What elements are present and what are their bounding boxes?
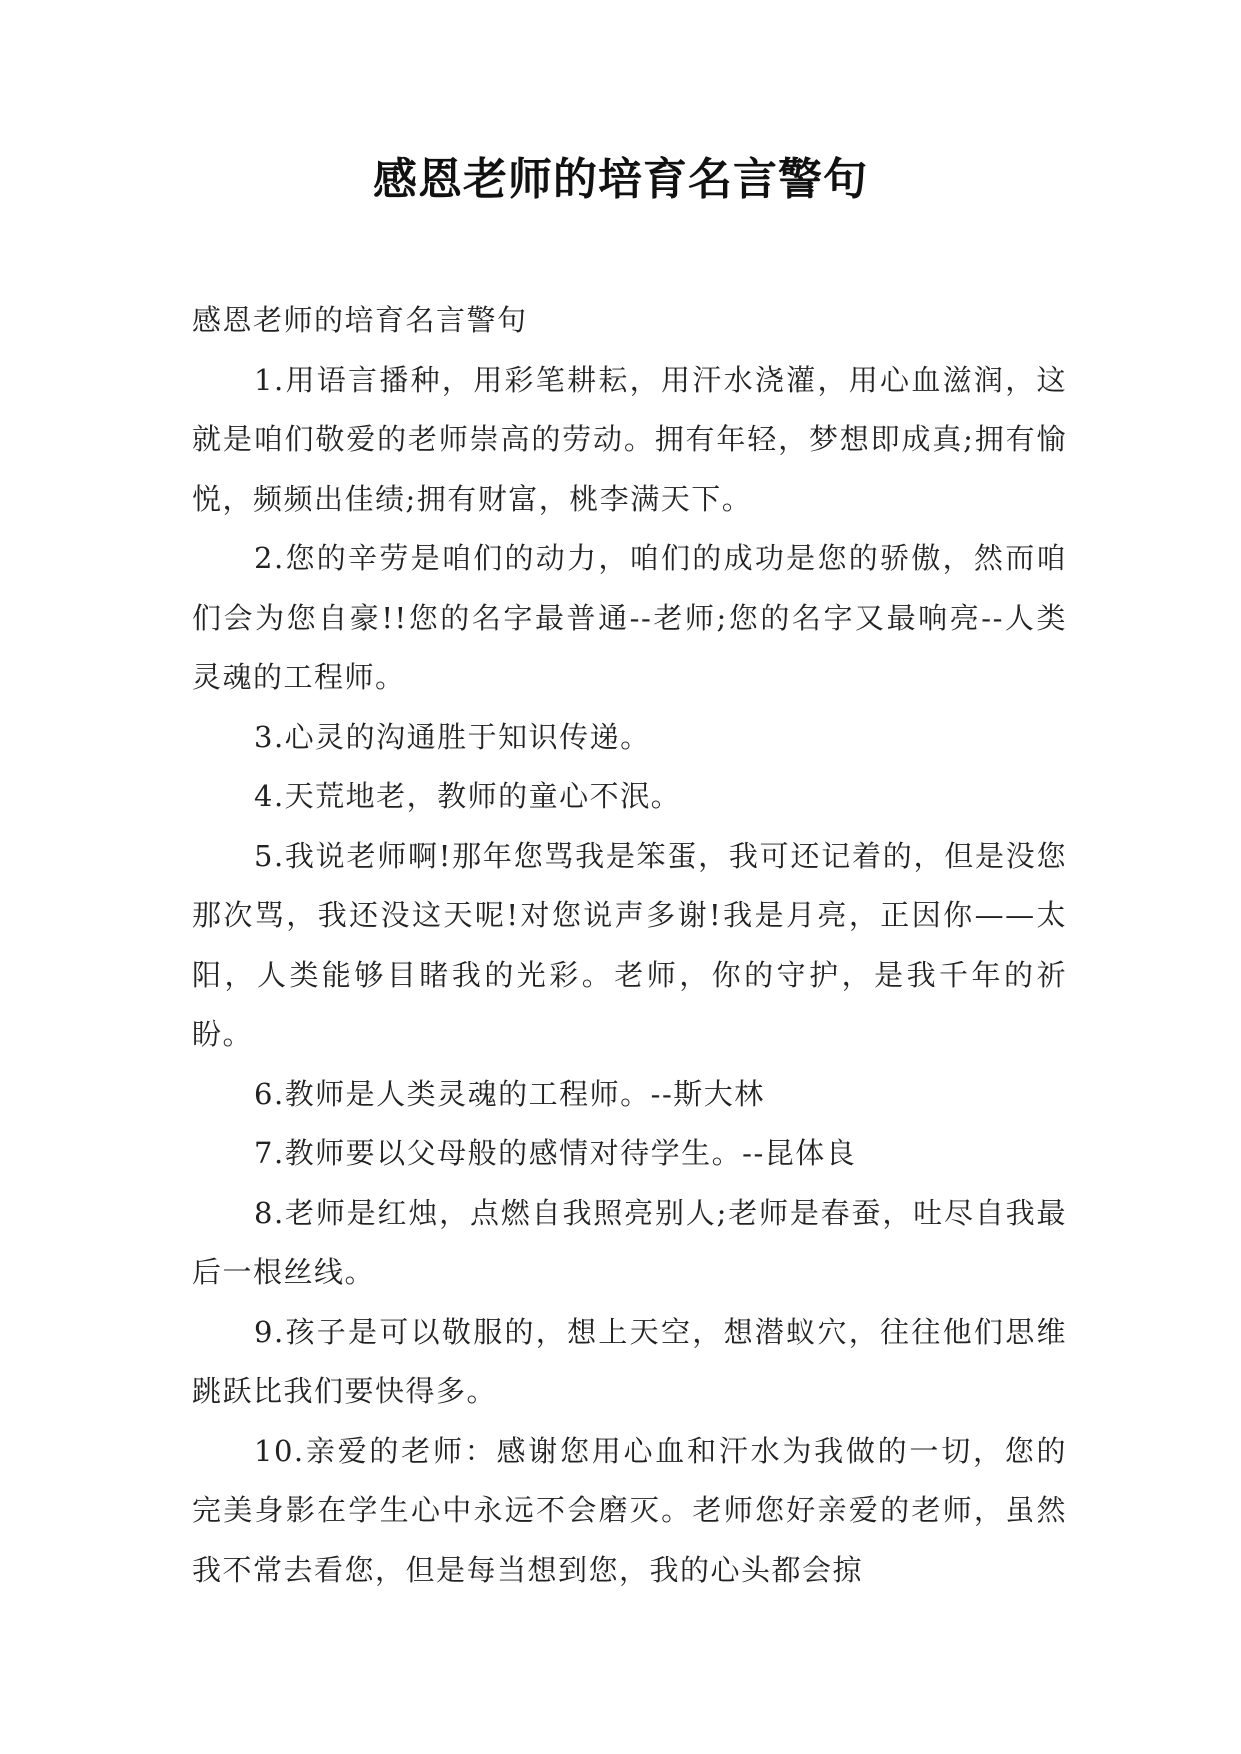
paragraph-2: 2.您的辛劳是咱们的动力，咱们的成功是您的骄傲，然而咱们会为您自豪!!您的名字最普通--老师;您的名字又最响亮--人类灵魂的工程师。 bbox=[192, 541, 1067, 694]
document-title: 感恩老师的培育名言警句 bbox=[373, 154, 868, 205]
paragraph-10: 10.亲爱的老师：感谢您用心血和汗水为我做的一切，您的完美身影在学生心中永远不会磨灭。老师您好亲爱的老师，虽然我不常去看您，但是每当想到您，我的心头都会掠 bbox=[192, 1433, 1067, 1587]
paragraph-3: 3.心灵的沟通胜于知识传递。 bbox=[254, 719, 651, 754]
paragraph-5: 5.我说老师啊!那年您骂我是笨蛋，我可还记着的，但是没您那次骂，我还没这天呢!对您说声多谢!我是月亮，正因你——太阳，人类能够目睹我的光彩。老师，你的守护，是我千年的祈盼。 bbox=[192, 838, 1067, 1051]
paragraph-7: 7.教师要以父母般的感情对待学生。--昆体良 bbox=[254, 1136, 857, 1170]
paragraph-1: 1.用语言播种，用彩笔耕耘，用汗水浇灌，用心血滋润，这就是咱们敬爱的老师崇高的劳动。拥有年轻，梦想即成真;拥有愉悦，频频出佳绩;拥有财富，桃李满天下。 bbox=[192, 362, 1067, 516]
paragraph-9: 9.孩子是可以敬服的，想上天空，想潜蚁穴，往往他们思维跳跃比我们要快得多。 bbox=[192, 1314, 1067, 1408]
paragraph-4: 4.天荒地老，教师的童心不泯。 bbox=[254, 779, 682, 813]
document-subtitle: 感恩老师的培育名言警句 bbox=[192, 303, 528, 337]
document-body bbox=[192, 291, 1067, 1600]
paragraph-8: 8.老师是红烛，点燃自我照亮别人;老师是春蚕，吐尽自我最后一根丝线。 bbox=[192, 1195, 1067, 1289]
paragraph-6: 6.教师是人类灵魂的工程师。--斯大林 bbox=[254, 1076, 765, 1111]
